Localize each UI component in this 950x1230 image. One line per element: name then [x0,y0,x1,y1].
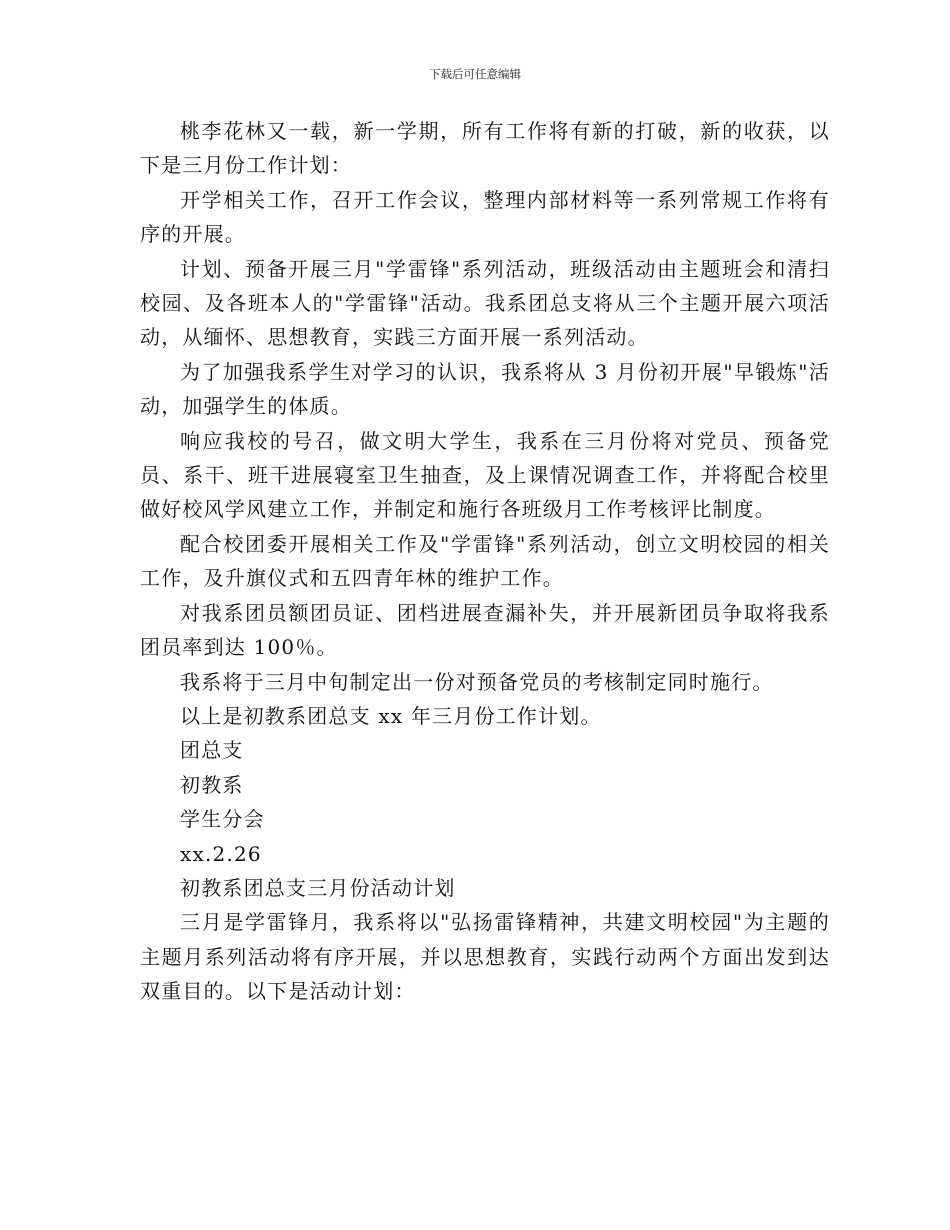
paragraph: 计划、预备开展三月"学雷锋"系列活动，班级活动由主题班会和清扫校园、及各班本人的"学雷锋"活动。我系团总支将从三个主题开展六项活动，从缅怀、思想教育，实践三方面开展一系列活动。 [140,256,830,350]
section-title: 初教系团总支三月份活动计划 [180,875,456,900]
paragraph: 对我系团员额团员证、团档进展查漏补失，并开展新团员争取将我系团员率到达 100％。 [140,600,830,660]
document-body [140,114,830,1009]
paragraph: 开学相关工作，召开工作会议，整理内部材料等一系列常规工作将有序的开展。 [140,187,830,247]
paragraph: 以上是初教系团总支 xx 年三月份工作计划。 [180,703,602,728]
signature-org: 团总支 [180,738,244,763]
paragraph: 我系将于三月中旬制定出一份对预备党员的考核制定同时施行。 [180,669,774,694]
closing-paragraph: 三月是学雷锋月，我系将以"弘扬雷锋精神，共建文明校园"为主题的主题月系列活动将有序开展，并以思想教育，实践行动两个方面出发到达双重目的。以下是活动计划： [140,910,830,1004]
paragraph: 配合校团委开展相关工作及"学雷锋"系列活动，创立文明校园的相关工作，及升旗仪式和五四青年林的维护工作。 [140,531,830,591]
paragraph: 为了加强我系学生对学习的认识，我系将从 3 月份初开展"早锻炼"活动，加强学生的体质。 [140,359,830,419]
paragraph: 桃李花林又一载，新一学期，所有工作将有新的打破，新的收获，以下是三月份工作计划： [140,119,830,178]
page-header: 下载后可任意编辑 [429,67,521,81]
signature-date: xx.2.26 [180,841,262,866]
signature-unit: 学生分会 [180,807,265,832]
paragraph: 响应我校的号召，做文明大学生，我系在三月份将对党员、预备党员、系干、班干进展寝室卫生抽查，及上课情况调查工作，并将配合校里做好校风学风建立工作，并制定和施行各班级月工作考核评比制度。 [140,428,830,522]
signature-dept: 初教系 [180,772,244,797]
